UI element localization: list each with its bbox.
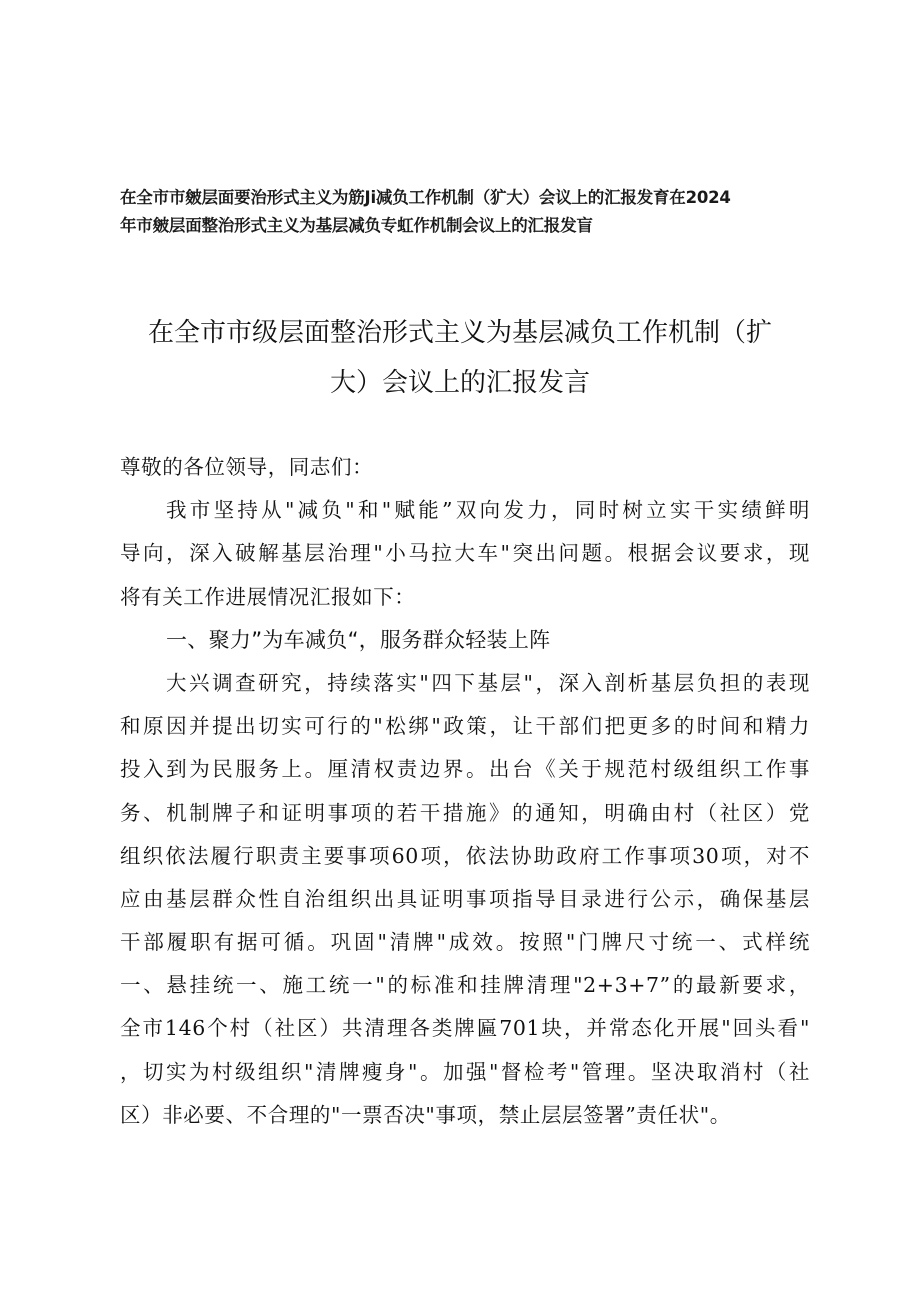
paragraph-line: ，切实为村级组织"清牌瘦身"。加强"督检考"管理。坚决取消村（社 [120,1059,810,1084]
document-title [100,308,820,408]
intro-line: 导向，深入破解基层治理"小马拉大车"突出问题。根据会议要求，现 [120,541,810,566]
title-line: 在全市市级层面整治形式主义为基层减负工作机制（扩 [147,318,772,348]
document-body [120,446,810,1137]
title-line: 大）会议上的汇报发言 [329,368,590,398]
paragraph-line: 大兴调查研究，持续落实"四下基层"，深入剖析基层负担的表现 [166,670,810,695]
paragraph-line: 组织依法履行职责主要事项60项，依法协助政府工作事项30项，对不 [120,843,810,868]
paragraph-line: 和原因并提出切实可行的"松绑"政策，让干部们把更多的时间和精力 [120,714,810,739]
paragraph-line: 投入到为民服务上。厘清权责边界。出台《关于规范村级组织工作事 [120,757,810,782]
paragraph-line: 应由基层群众性自治组织出具证明事项指导目录进行公示，确保基层 [120,886,810,911]
greeting: 尊敬的各位领导，同志们： [120,455,374,479]
header-line: 在全市市皴层面要治形式主义为筋Ji减负工作机制（犷大）会议上的汇报发育在2024 [120,188,731,207]
paragraph-line: 干部履职有据可循。巩固"清牌"成效。按照"门牌尺寸统一、式样统 [120,930,810,955]
header-line: 年市皴层面整治形式主义为基层减负专虹作机制会议上的汇报发盲 [120,216,593,235]
section-heading: 一、聚力”为车减负“，服务群众轻装上阵 [166,627,551,652]
paragraph-line: 一、悬挂统一、施工统一"的标准和挂牌清理"2+3+7”的最新要求， [120,973,810,998]
intro-line: 将有关工作进展情况汇报如下： [120,584,416,609]
paragraph-line: 务、机制牌子和证明事项的若干措施》的通知，明确由村（社区）党 [120,800,810,825]
intro-line: 我市坚持从"减负"和"赋能”双向发力，同时树立实干实绩鲜明 [166,498,810,523]
document-header [120,184,810,240]
paragraph-line: 区）非必要、不合理的"一票否决"事项，禁止层层签署”责任状"。 [120,1102,731,1127]
paragraph-line: 全市146个村（社区）共清理各类牌匾701块，并常态化开展"回头看" [120,1016,810,1041]
